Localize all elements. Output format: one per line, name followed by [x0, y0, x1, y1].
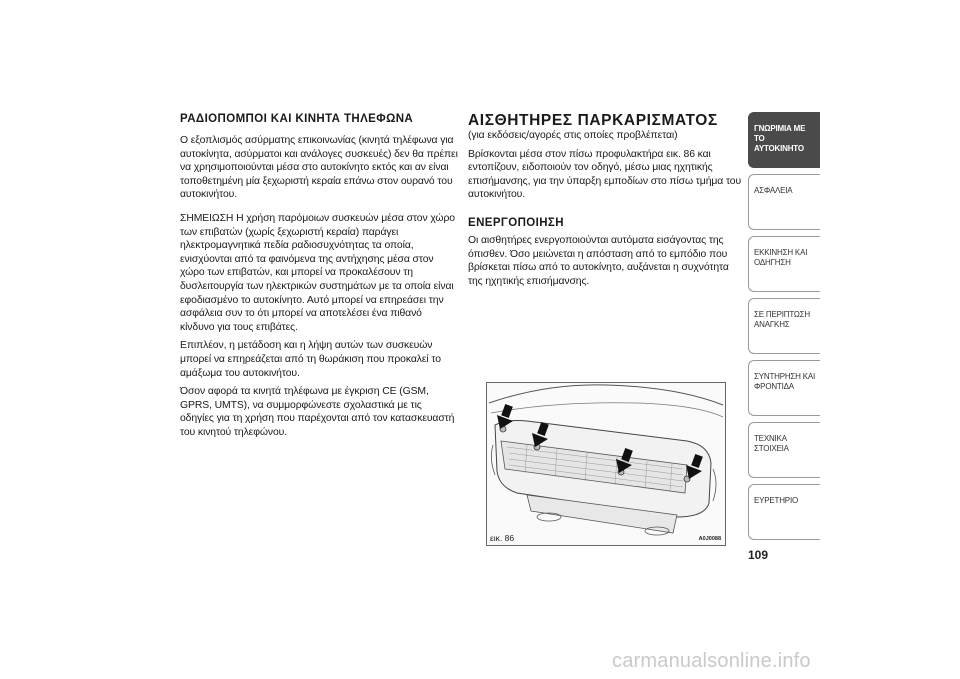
- paragraph: Όσον αφορά τα κινητά τηλέφωνα με έγκριση CE (GSM, GPRS, UMTS), να συμμορφώνεστε σχολαστικά με τις οδηγίες για τη χρήση που παρέχονται από τον κατασκευαστή του κινητού τηλεφώνου.: [180, 386, 455, 438]
- tab-starting-driving[interactable]: ΕΚΚΙΝΗΣΗ ΚΑΙ ΟΔΗΓΗΣΗ: [748, 236, 820, 292]
- figure-rear-bumper: [486, 382, 726, 546]
- tab-getting-to-know-car[interactable]: ΓΝΩΡΙΜΙΑ ΜΕ ΤΟ ΑΥΤΟΚΙΝΗΤΟ: [748, 112, 820, 168]
- activation-heading: ΕΝΕΡΓΟΠΟΙΗΣΗ: [468, 216, 564, 229]
- watermark: carmanualsonline.info: [612, 650, 811, 672]
- figure-label: εικ. 86: [490, 533, 515, 543]
- activation-text: Οι αισθητήρες ενεργοποιούνται αυτόματα εισάγοντας της όπισθεν. Όσο μειώνεται η απόσταση από το εμπόδιο που βρίσκεται πίσω από το αυτοκίνητο, αυξάνεται η συχνότητα της ηχητικής επισήμανσης.: [468, 234, 729, 287]
- tab-emergency[interactable]: ΣΕ ΠΕΡΙΠΤΩΣΗ ΑΝΑΓΚΗΣ: [748, 298, 820, 354]
- tab-index[interactable]: ΕΥΡΕΤΗΡΙΟ: [748, 484, 820, 540]
- right-column: [468, 112, 744, 293]
- parking-sensors-subtitle: (για εκδόσεις/αγορές στις οποίες προβλέπεται): [468, 130, 678, 141]
- page-number: 109: [748, 548, 769, 562]
- figure-code: A0J0088: [698, 536, 721, 542]
- paragraph: ΣΗΜΕΙΩΣΗ Η χρήση παρόμοιων συσκευών μέσα στον χώρο των επιβατών (χωρίς ξεχωριστή κεραία) παράγει ηλεκτρομαγνητικά πεδία ραδιοσυχνότητας τα οποία, ενισχύονται από τα φαινόμενα της αντήχησης μέσα στον χώρο των επιβατών, και μπορεί να προκαλέσουν τη δυσλειτουργία των ηλεκτρικών συστημάτων με τα οποία είναι εφοδιασμένο το αυτοκίνητο. Αυτό μπορεί να επηρεάσει την ασφάλεια συν το ότι μπορεί να αποτελέσει ένα πιθανό κίνδυνο για τους επιβάτες.: [180, 212, 455, 333]
- tab-maintenance[interactable]: ΣΥΝΤΗΡΗΣΗ ΚΑΙ ΦΡΟΝΤΙΔΑ: [748, 360, 820, 416]
- paragraph: Επιπλέον, η μετάδοση και η λήψη αυτών των συσκευών μπορεί να επηρεάζεται από τη θωράκιση που προκαλεί το αμάξωμα του αυτοκινήτου.: [180, 340, 441, 379]
- chapter-tabs: [748, 112, 820, 546]
- tab-safety[interactable]: ΑΣΦΑΛΕΙΑ: [748, 174, 820, 230]
- radio-phones-heading: ΡΑΔΙΟΠΟΜΠΟΙ ΚΑΙ ΚΙΝΗΤΑ ΤΗΛΕΦΩΝΑ: [180, 113, 414, 125]
- parking-sensors-intro: Βρίσκονται μέσα στον πίσω προφυλακτήρα εικ. 86 και εντοπίζουν, ειδοποιούν τον οδηγό, μέσω μιας ηχητικής επισήμανσης, για την ύπαρξη εμποδίων στο πίσω τμήμα του αυτοκινήτου.: [468, 148, 742, 201]
- paragraph: Ο εξοπλισμός ασύρματης επικοινωνίας (κινητά τηλέφωνα για αυτοκίνητα, ασύρματοι και ανάλογες συσκευές) δεν θα πρέπει να χρησιμοποιούνται μέσα στο αυτοκίνητο εκτός και αν είναι τοποθετημένη μία ξεχωριστή κεραία επάνω στον ουρανό του αυτοκινήτου.: [180, 135, 458, 201]
- parking-sensors-title: ΑΙΣΘΗΤΗΡΕΣ ΠΑΡΚΑΡΙΣΜΑΤΟΣ: [468, 112, 718, 129]
- rear-bumper-illustration: [487, 383, 725, 545]
- left-column: [180, 112, 458, 444]
- tab-technical-data[interactable]: ΤΕΧΝΙΚΑ ΣΤΟΙΧΕΙΑ: [748, 422, 820, 478]
